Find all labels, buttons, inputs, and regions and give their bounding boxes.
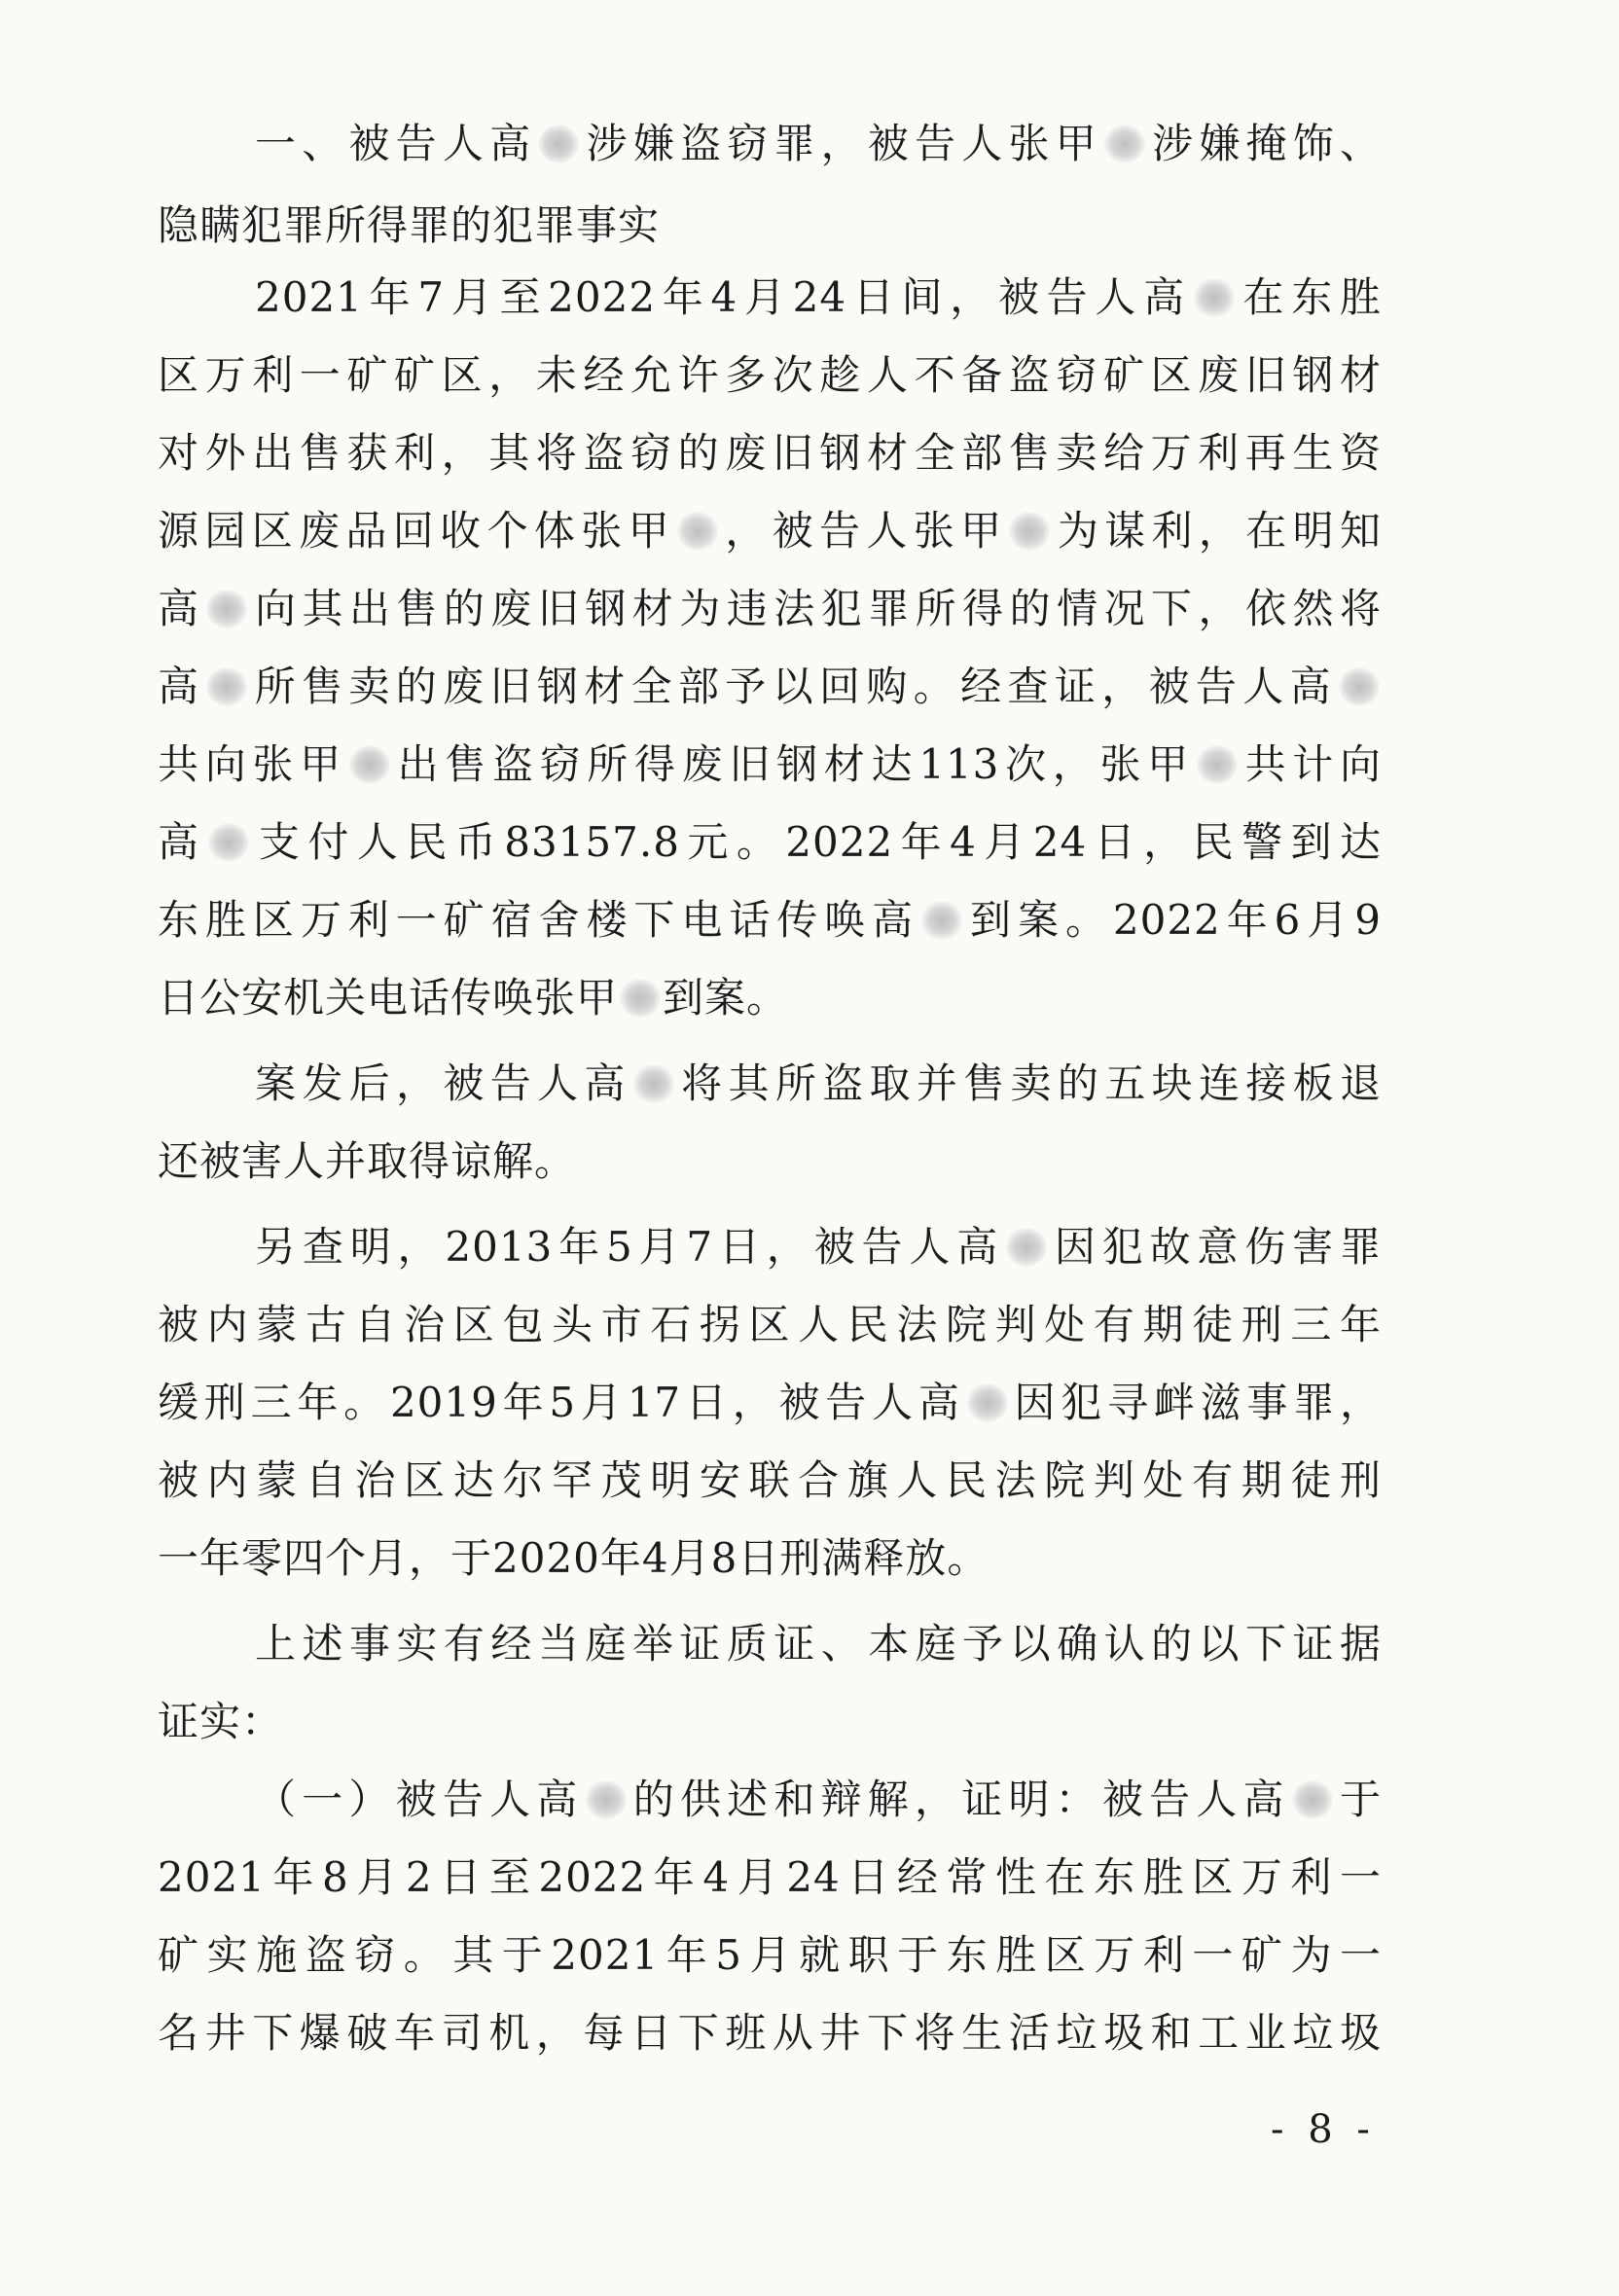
redacted-name-blur xyxy=(1006,1228,1047,1267)
text-line: 被内蒙古自治区包头市石拐区人民法院判处有期徒刑三年 xyxy=(158,1301,1382,1348)
redacted-name-blur xyxy=(206,667,247,706)
text-line: 矿实施盗窃。其于2021年5月就职于东胜区万利一矿为一 xyxy=(158,1931,1382,1979)
text-line: 高 向其出售的废旧钢材为违法犯罪所得的情况下，依然将 xyxy=(158,585,1382,632)
text-line: 还被害人并取得谅解。 xyxy=(158,1137,577,1185)
text-line: 日公安机关电话传唤张甲 到案。 xyxy=(158,974,789,1022)
redacted-name-blur xyxy=(633,1064,674,1103)
redacted-name-blur xyxy=(967,1383,1008,1422)
redacted-name-blur xyxy=(208,823,249,862)
text-line: 一年零四个月，于2020年4月8日刑满释放。 xyxy=(158,1534,989,1582)
redacted-name-blur xyxy=(538,125,579,163)
text-line: 被内蒙自治区达尔罕茂明安联合旗人民法院判处有期徒刑 xyxy=(158,1456,1382,1504)
redacted-name-blur xyxy=(349,745,390,784)
redacted-name-blur xyxy=(620,979,661,1018)
text-line: 案发后，被告人高 将其所盗取并售卖的五块连接板退 xyxy=(255,1059,1382,1107)
text-line: （一）被告人高 的供述和辩解，证明：被告人高 于 xyxy=(255,1776,1382,1823)
redacted-name-blur xyxy=(1194,278,1235,317)
text-line: 证实： xyxy=(158,1698,284,1745)
page-number: - 8 - xyxy=(1271,2107,1376,2152)
text-line: 对外出售获利，其将盗窃的废旧钢材全部售卖给万利再生资 xyxy=(158,429,1382,477)
redacted-name-blur xyxy=(921,901,962,940)
text-line: 2021年7月至2022年4月24日间，被告人高 在东胜 xyxy=(255,273,1382,321)
text-line: 上述事实有经当庭举证质证、本庭予以确认的以下证据 xyxy=(255,1620,1382,1668)
text-line: 2021年8月2日至2022年4月24日经常性在东胜区万利一 xyxy=(158,1853,1382,1901)
text-line: 一、被告人高 涉嫌盗窃罪，被告人张甲 涉嫌掩饰、 xyxy=(255,120,1382,167)
text-line: 另查明，2013年5月7日，被告人高 因犯故意伤害罪 xyxy=(255,1223,1382,1271)
text-line: 区万利一矿矿区，未经允许多次趁人不备盗窃矿区废旧钢材 xyxy=(158,351,1382,399)
redacted-name-blur xyxy=(1104,125,1145,163)
redacted-name-blur xyxy=(1197,745,1238,784)
text-line: 共向张甲 出售盗窃所得废旧钢材达113次，张甲 共计向 xyxy=(158,740,1382,788)
text-line: 隐瞒犯罪所得罪的犯罪事实 xyxy=(158,201,661,249)
text-line: 缓刑三年。2019年5月17日，被告人高 因犯寻衅滋事罪， xyxy=(158,1379,1382,1426)
redacted-name-blur xyxy=(1292,1780,1333,1819)
redacted-name-blur xyxy=(586,1780,627,1819)
text-line: 高 所售卖的废旧钢材全部予以回购。经查证，被告人高 xyxy=(158,644,1382,730)
text-line: 东胜区万利一矿宿舍楼下电话传唤高 到案。2022年6月9 xyxy=(158,896,1382,944)
redacted-name-blur xyxy=(1339,667,1380,706)
redacted-name-blur xyxy=(1009,512,1050,551)
text-line: 源园区废品回收个体张甲 ，被告人张甲 为谋利，在明知 xyxy=(158,507,1382,555)
redacted-name-blur xyxy=(206,590,247,628)
text-line: 高 支付人民币83157.8元。2022年4月24日，民警到达 xyxy=(158,818,1382,866)
text-line: 名井下爆破车司机，每日下班从井下将生活垃圾和工业垃圾 xyxy=(158,2009,1382,2057)
redacted-name-blur xyxy=(677,512,718,551)
